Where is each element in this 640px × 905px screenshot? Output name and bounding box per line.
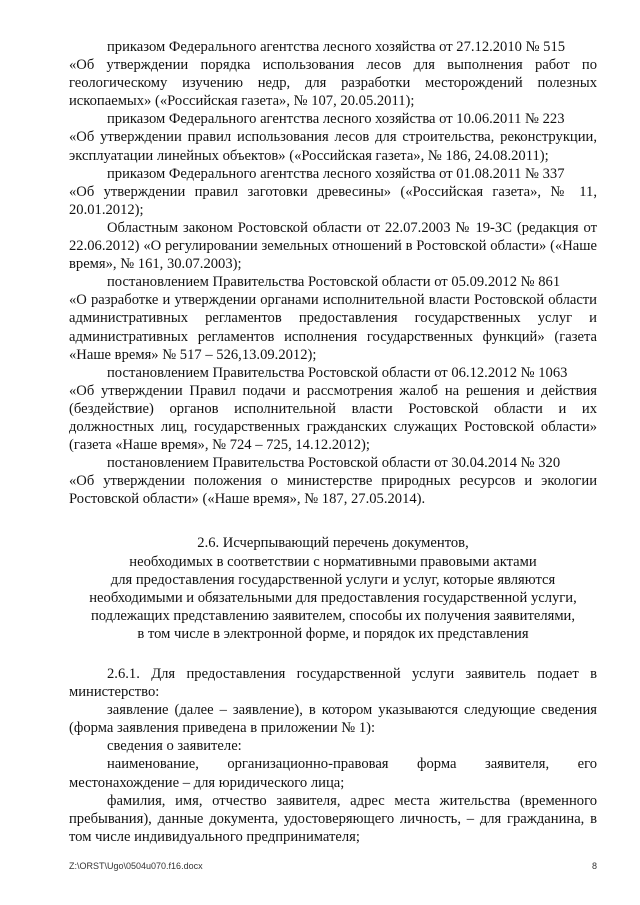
page-number: 8	[591, 861, 597, 871]
legal-reference-paragraph: приказом Федерального агентства лесного хозяйства от 10.06.2011 № 223 «Об утверждении правил использования лесов для строительства, реконструкции, эксплуатации линейных объектов» («Российская газета», № 186, 24.08.2011);	[69, 111, 597, 164]
legal-reference-paragraph: приказом Федерального агентства лесного хозяйства от 01.08.2011 № 337 «Об утверждении правил заготовки древесины» («Российская газета», № 11, 20.01.2012);	[69, 165, 597, 218]
legal-reference-paragraph: приказом Федерального агентства лесного хозяйства от 27.12.2010 № 515 «Об утверждении порядка использования лесов для выполнения работ по геологическому изучению недр, для разработки месторождений полезных ископаемых» («Российская газета», № 107, 20.05.2011);	[69, 39, 597, 110]
legal-reference-paragraph: постановлением Правительства Ростовской области от 30.04.2014 № 320 «Об утверждении положения о министерстве природных ресурсов и экологии Ростовской области» («Наше время», № 187, 27.05.2014).	[69, 455, 597, 508]
body-paragraph: фамилия, имя, отчество заявителя, адрес места жительства (временного пребывания), данные документа, удостоверяющего личность, – для гражданина, в том числе индивидуального предпринимателя;	[69, 792, 597, 845]
document-body	[69, 38, 597, 846]
body-paragraph: наименование, организационно-правовая форма заявителя, его местонахождение – для юридического лица;	[69, 756, 597, 791]
legal-reference-paragraph: Областным законом Ростовской области от 22.07.2003 № 19-ЗС (редакция от 22.06.2012) «О регулировании земельных отношений в Ростовской области» («Наше время», № 161, 30.07.2003);	[69, 219, 597, 273]
body-paragraph: заявление (далее – заявление), в котором указываются следующие сведения (форма заявления приведена в приложении № 1):	[69, 702, 597, 737]
body-paragraph: сведения о заявителе:	[107, 738, 242, 755]
legal-reference-paragraph: постановлением Правительства Ростовской области от 05.09.2012 № 861 «О разработке и утверждении органами исполнительной власти Ростовской области административных регламентов предоставления государственных услуг и административных регламентов исполнения государственных функций» (газета «Наше время» № 517 – 526,13.09.2012);	[69, 274, 597, 363]
file-path: Z:\ORST\Ugo\0504u070.f16.docx	[69, 861, 203, 871]
body-paragraph: 2.6.1. Для предоставления государственной услуги заявитель подает в министерство:	[69, 666, 597, 701]
section-heading: 2.6. Исчерпывающий перечень документов, необходимых в соответствии с нормативными правовыми актами для предоставления государственной услуги и услуг, которые являются необходимыми и обязательными для предоставления государственной услуги, подлежащих представлению заявителем, способы их получения заявителями, в том числе в электронной форме, и порядок их представления	[89, 535, 577, 642]
legal-reference-paragraph: постановлением Правительства Ростовской области от 06.12.2012 № 1063 «Об утверждении Правил подачи и рассмотрения жалоб на решения и действия (бездействие) органов исполнительной власти Ростовской области и их должностных лиц, государственных гражданских служащих Ростовской области» (газета «Наше время», № 724 – 725, 14.12.2012);	[69, 364, 597, 454]
